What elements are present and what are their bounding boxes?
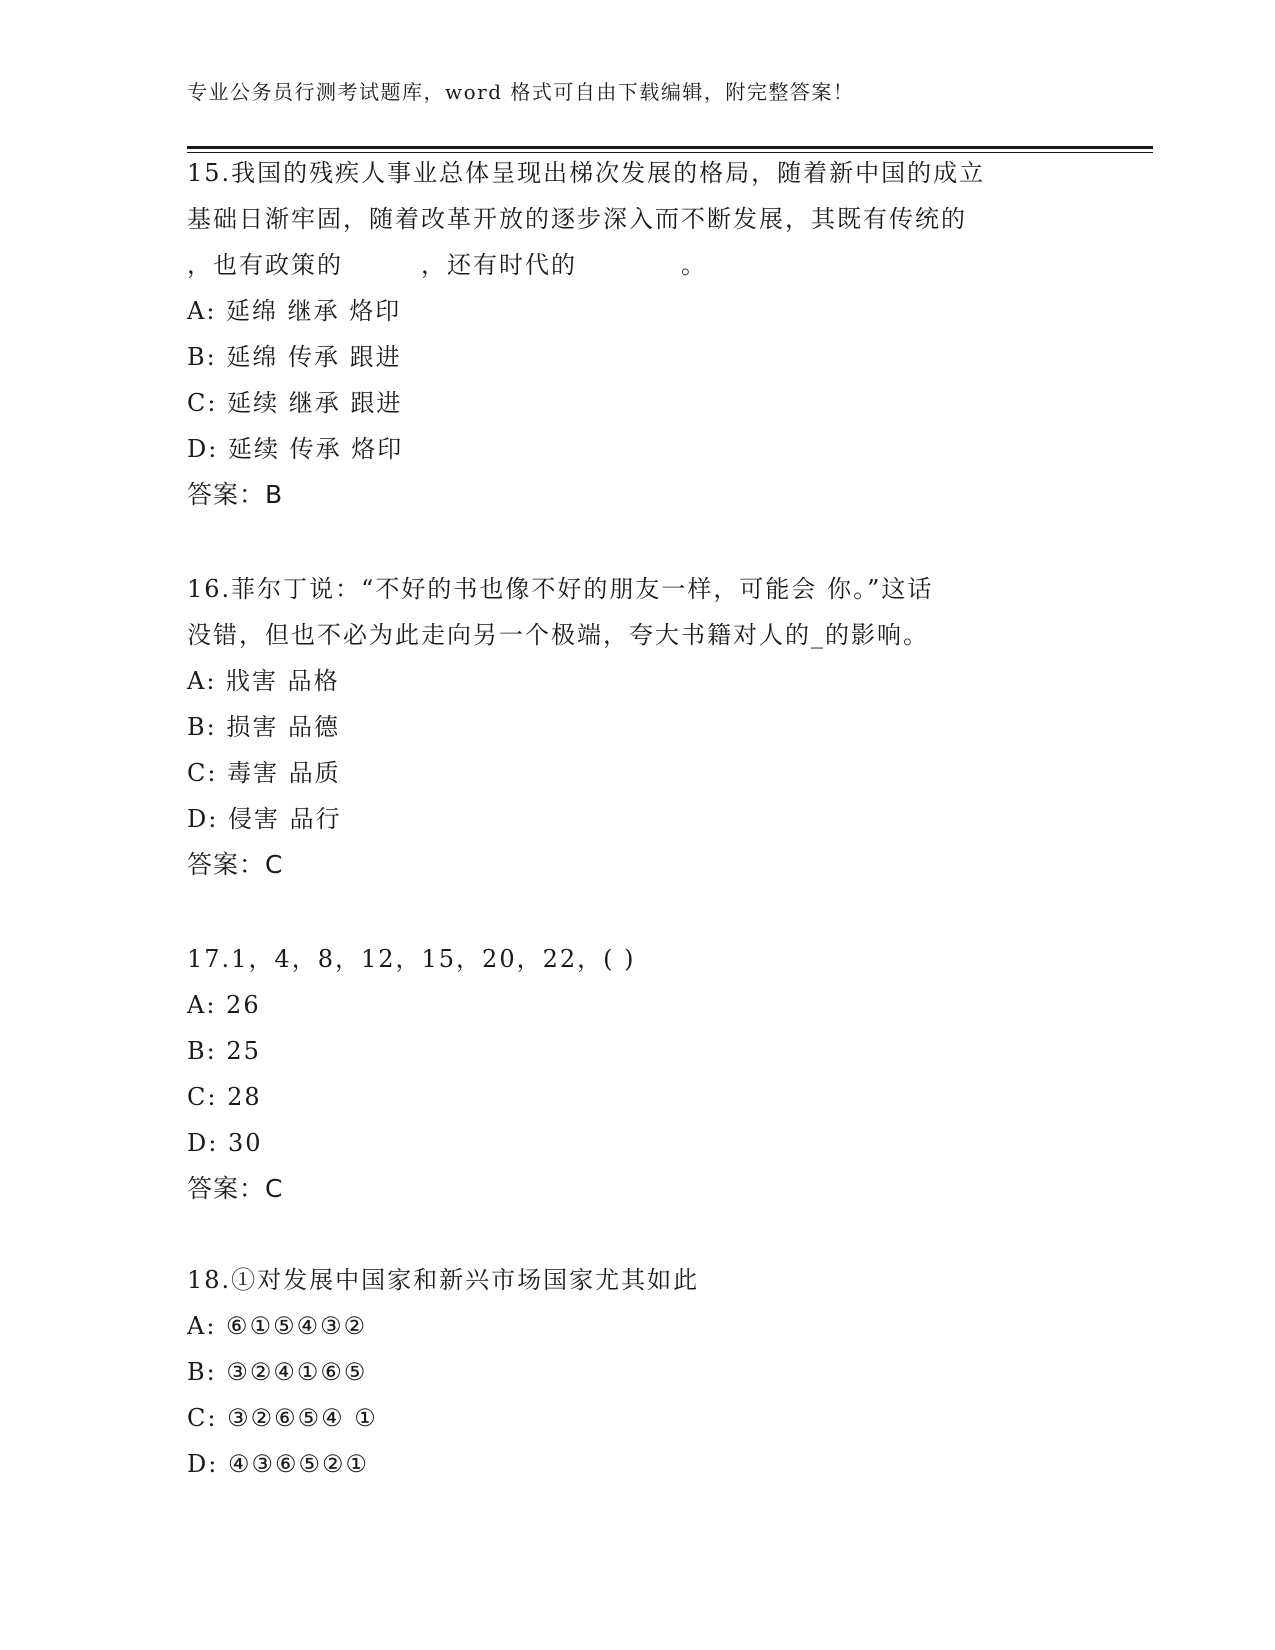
option-d: D: 侵害 品行 <box>187 805 342 833</box>
answer: 答案：C <box>187 850 284 879</box>
option-c: C: 毒害 品质 <box>187 759 341 787</box>
option-b: B: 延绵 传承 跟进 <box>187 343 402 371</box>
option-b: B: 损害 品德 <box>187 713 340 741</box>
question-16 <box>187 566 1087 888</box>
question-stem-line: 基础日渐牢固，随着改革开放的逐步深入而不断发展，其既有传统的 <box>187 205 967 233</box>
option-c: C: 延续 继承 跟进 <box>187 389 403 417</box>
answer: 答案：B <box>187 480 284 509</box>
question-17 <box>187 936 1087 1212</box>
question-stem-line: 16.菲尔丁说：“不好的书也像不好的朋友一样，可能会 你。”这话 <box>187 575 934 603</box>
option-d: D: 30 <box>187 1129 263 1157</box>
option-a: A: 延绵 继承 烙印 <box>187 297 402 325</box>
option-d: D: ④③⑥⑤②① <box>187 1450 370 1478</box>
question-18 <box>187 1257 1087 1487</box>
option-d: D: 延续 传承 烙印 <box>187 435 404 463</box>
question-stem-line: ，也有政策的 ，还有时代的 。 <box>187 251 707 279</box>
header-rule-thick <box>187 146 1153 149</box>
option-c: C: ③②⑥⑤④ ① <box>187 1404 378 1432</box>
question-stem-line: 没错，但也不必为此走向另一个极端，夸大书籍对人的_的影响。 <box>187 621 929 649</box>
option-a: A: 戕害 品格 <box>187 667 340 695</box>
question-stem-line: 17.1，4，8，12，15，20，22，( ) <box>187 945 636 973</box>
answer: 答案：C <box>187 1174 284 1203</box>
page-header: 专业公务员行测考试题库，word 格式可自由下载编辑，附完整答案！ <box>187 80 855 104</box>
option-b: B: ③②④①⑥⑤ <box>187 1358 368 1386</box>
option-b: B: 25 <box>187 1037 261 1065</box>
question-stem-line: 15.我国的残疾人事业总体呈现出梯次发展的格局，随着新中国的成立 <box>187 159 986 187</box>
question-15 <box>187 150 1087 518</box>
option-a: A: ⑥①⑤④③② <box>187 1312 368 1340</box>
option-c: C: 28 <box>187 1083 262 1111</box>
question-stem-line: 18.①对发展中国家和新兴市场国家尤其如此 <box>187 1266 700 1294</box>
option-a: A: 26 <box>187 991 261 1019</box>
